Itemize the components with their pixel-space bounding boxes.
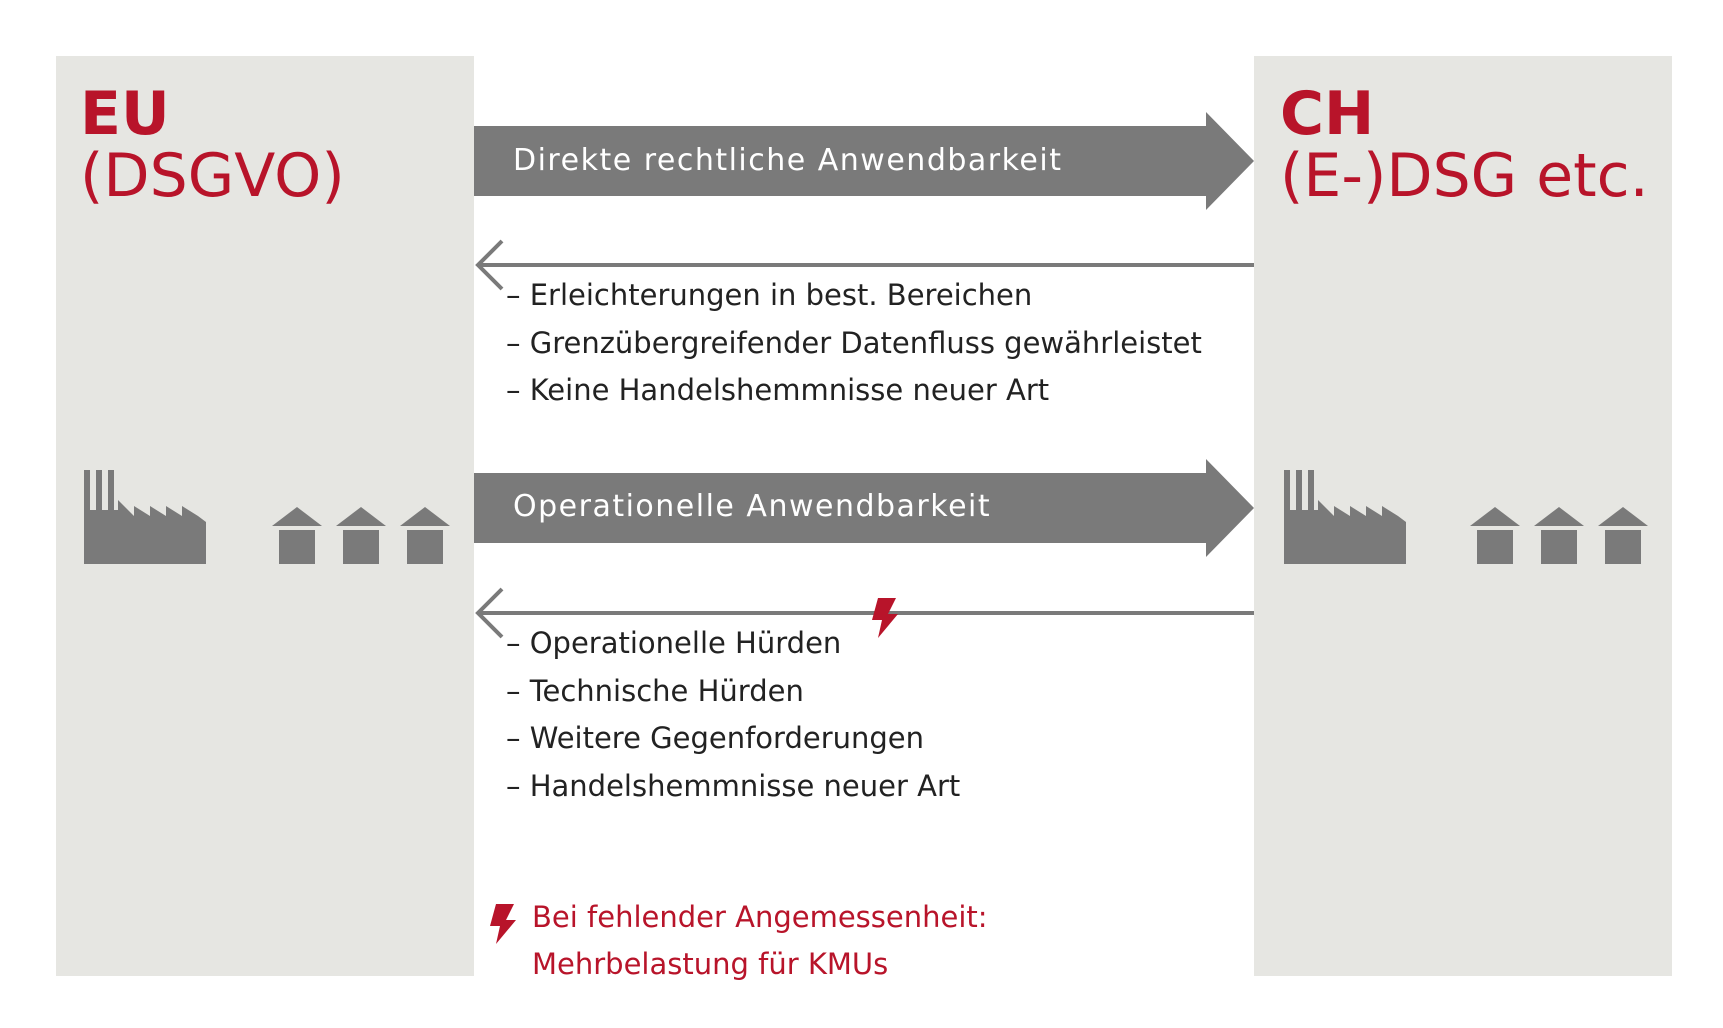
benefits-list — [506, 272, 1202, 415]
list-item: – Grenzübergreifender Datenfluss gewährleistet — [506, 325, 1202, 360]
note-line-1: Bei fehlender Angemessenheit: — [532, 900, 988, 934]
list-item: – Keine Handelshemmnisse neuer Art — [506, 373, 1050, 407]
factory-icon — [84, 470, 206, 564]
eu-subtitle: (DSGVO) — [80, 141, 345, 211]
house-icon — [1598, 507, 1648, 564]
hurdles-list — [506, 620, 960, 810]
house-icon — [1534, 507, 1584, 564]
house-icon — [1470, 507, 1520, 564]
list-item: – Erleichterungen in best. Bereichen — [506, 278, 1033, 312]
list-item: – Technische Hürden — [506, 673, 804, 708]
ch-title: CH — [1280, 79, 1375, 149]
list-item: – Handelshemmnisse neuer Art — [506, 768, 961, 803]
eu-title: EU — [80, 79, 170, 149]
note-line-2: Mehrbelastung für KMUs — [532, 947, 889, 981]
house-icon — [400, 507, 450, 564]
list-item: – Weitere Gegenforderungen — [506, 721, 925, 755]
ch-subtitle: (E-)DSG etc. — [1280, 141, 1649, 211]
direct-applicability-label: Direkte rechtliche Anwendbarkeit — [513, 143, 1063, 178]
lightning-icon — [490, 904, 516, 944]
house-icon — [336, 507, 386, 564]
list-item: – Operationelle Hürden — [506, 626, 842, 660]
house-icon — [272, 507, 322, 564]
operational-applicability-label: Operationelle Anwendbarkeit — [513, 489, 992, 524]
factory-icon — [1284, 470, 1406, 564]
